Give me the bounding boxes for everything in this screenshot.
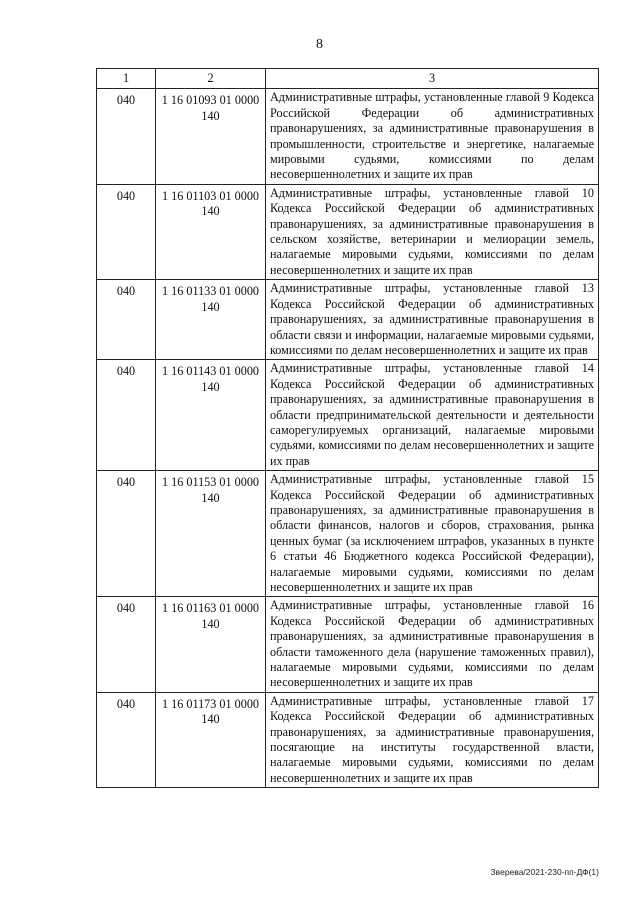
kbk-code-cell: 1 16 01103 01 0000 140	[156, 184, 266, 279]
description-cell: Административные штрафы, установленные главой 15 Кодекса Российской Федерации об административных правонарушениях, за административные правонарушения в области финансов, налогов и сборов, страхования, рынка ценных бумаг (за исключением штрафов, указанных в пункте 6 статьи 46 Бюджетного кодекса Российской Федерации), налагаемые мировыми судьями, комиссиями по делам несовершеннолетних и защите их прав	[266, 471, 599, 597]
kbk-code-cell: 1 16 01133 01 0000 140	[156, 280, 266, 360]
table-row	[97, 280, 599, 360]
column-header-1: 1	[97, 69, 156, 89]
description-cell: Административные штрафы, установленные главой 14 Кодекса Российской Федерации об административных правонарушениях, за административные правонарушения в области предпринимательской деятельности и деятельности саморегулируемых организаций, налагаемые мировыми судьями, комиссиями по делам несовершеннолетних и защите их прав	[266, 360, 599, 471]
kbk-code-cell: 1 16 01143 01 0000 140	[156, 360, 266, 471]
description-cell: Административные штрафы, установленные главой 17 Кодекса Российской Федерации об административных правонарушениях, за административные правонарушения, посягающие на институты государственной власти, налагаемые мировыми судьями, комиссиями по делам несовершеннолетних и защите их прав	[266, 692, 599, 787]
page-number: 8	[316, 37, 323, 52]
column-header-2: 2	[156, 69, 266, 89]
description-cell: Административные штрафы, установленные главой 13 Кодекса Российской Федерации об административных правонарушениях, за административные правонарушения в области связи и информации, налагаемые мировыми судьями, комиссиями по делам несовершеннолетних и защите их прав	[266, 280, 599, 360]
kbk-code-cell: 1 16 01163 01 0000 140	[156, 597, 266, 692]
document-reference: Зверева/2021-230-пп-ДФ(1)	[490, 867, 599, 877]
kbk-code-cell: 1 16 01093 01 0000 140	[156, 89, 266, 184]
admin-code-cell: 040	[97, 360, 156, 471]
description-cell: Административные штрафы, установленные главой 16 Кодекса Российской Федерации об административных правонарушениях, за административные правонарушения в области таможенного дела (нарушение таможенных правил), налагаемые мировыми судьями, комиссиями по делам несовершеннолетних и защите их прав	[266, 597, 599, 692]
admin-code-cell: 040	[97, 184, 156, 279]
description-cell: Административные штрафы, установленные главой 9 Кодекса Российской Федерации об административных правонарушениях, за административные правонарушения в промышленности, строительстве и энергетике, налагаемые мировыми судьями, комиссиями по делам несовершеннолетних и защите их прав	[266, 89, 599, 184]
kbk-code-cell: 1 16 01153 01 0000 140	[156, 471, 266, 597]
table-row	[97, 89, 599, 184]
admin-code-cell: 040	[97, 280, 156, 360]
table-row	[97, 471, 599, 597]
table-row	[97, 597, 599, 692]
admin-code-cell: 040	[97, 692, 156, 787]
description-cell: Административные штрафы, установленные главой 10 Кодекса Российской Федерации об административных правонарушениях, за административные правонарушения в сельском хозяйстве, ветеринарии и мелиорации земель, налагаемые мировыми судьями, комиссиями по делам несовершеннолетних и защите их прав	[266, 184, 599, 279]
table-row	[97, 692, 599, 787]
header-row	[97, 69, 599, 89]
admin-code-cell: 040	[97, 89, 156, 184]
admin-code-cell: 040	[97, 471, 156, 597]
table-row	[97, 360, 599, 471]
kbk-code-cell: 1 16 01173 01 0000 140	[156, 692, 266, 787]
table-row	[97, 184, 599, 279]
revenue-codes-table	[96, 68, 599, 788]
admin-code-cell: 040	[97, 597, 156, 692]
column-header-3: 3	[266, 69, 599, 89]
